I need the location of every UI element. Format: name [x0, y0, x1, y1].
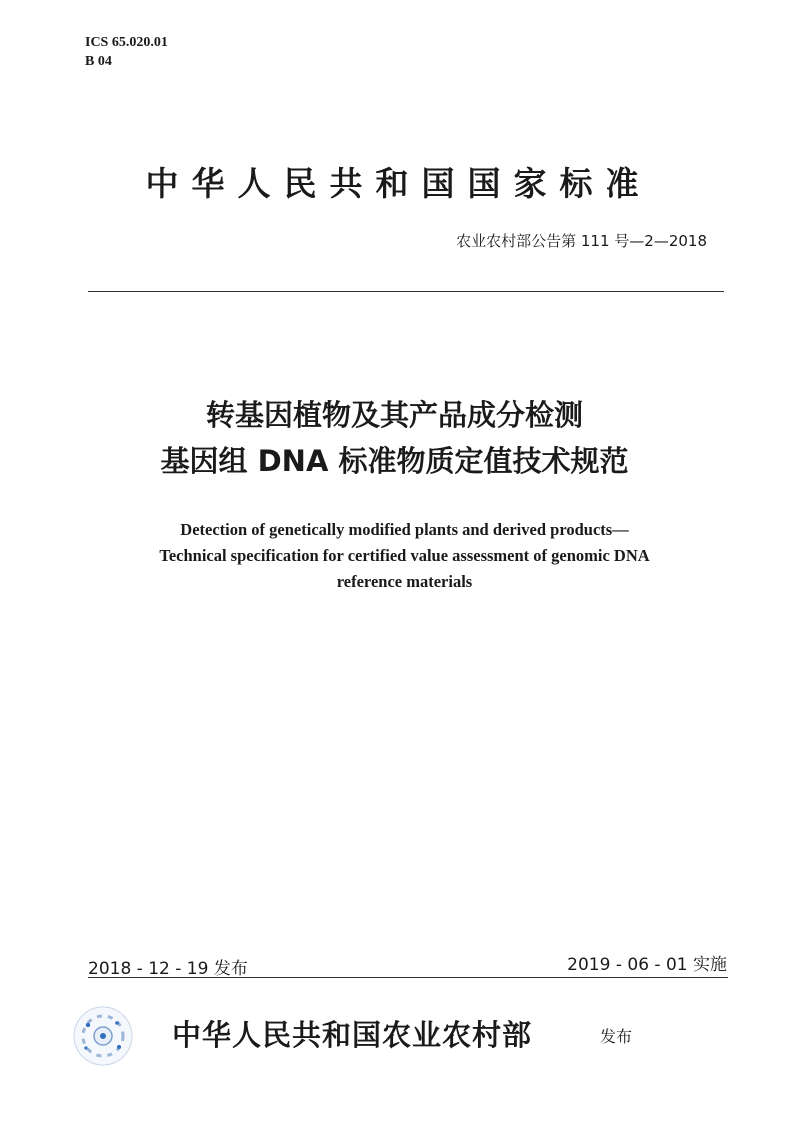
issuing-ministry: 中华人民共和国农业农村部 — [172, 1018, 533, 1052]
national-standard-heading: 中华人民共和国国家标准 — [145, 164, 652, 203]
bottom-divider — [88, 977, 728, 978]
chinese-title-line-2: 基因组 DNA 标准物质定值技术规范 — [160, 444, 629, 478]
top-divider — [88, 291, 724, 292]
ministry-seal-icon — [72, 1005, 134, 1067]
chinese-title — [0, 392, 789, 484]
issue-date: 2018 - 12 - 19 发布 — [88, 959, 248, 979]
english-title-line-2: Technical specification for certified value assessment of genomic DNA — [159, 546, 650, 565]
english-title-line-3: reference materials — [336, 572, 473, 591]
english-title — [60, 517, 749, 595]
ccs-code: B 04 — [85, 54, 112, 69]
implementation-date: 2019 - 06 - 01 实施 — [567, 955, 727, 975]
publish-label: 发布 — [600, 1027, 633, 1046]
ics-code: ICS 65.020.01 — [85, 35, 168, 50]
standard-number: 农业农村部公告第 111 号—2—2018 — [456, 232, 707, 250]
english-title-line-1: Detection of genetically modified plants and derived products— — [180, 520, 629, 539]
classification-block — [85, 33, 168, 71]
chinese-title-line-1: 转基因植物及其产品成分检测 — [205, 398, 583, 432]
